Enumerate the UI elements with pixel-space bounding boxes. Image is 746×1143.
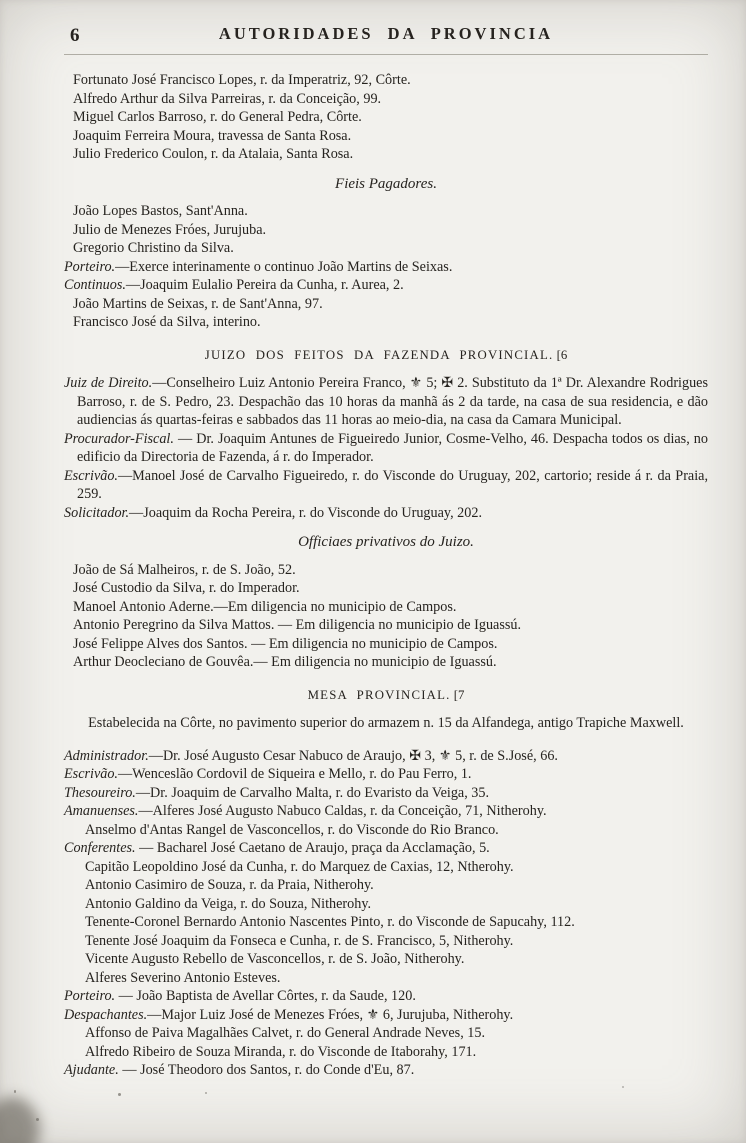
role-label: Ajudante. [64,1062,119,1078]
scan-speck [205,1092,207,1094]
role-label: Solicitador. [64,504,130,521]
entry-line: Porteiro. — João Baptista de Avellar Côrtes, r. da Saude, 120. [64,988,416,1004]
entry-line: João de Sá Malheiros, r. de S. João, 52. [73,561,296,578]
role-label: Administrador. [64,747,149,764]
entry-line: Conferentes. — Bacharel José Caetano de Araujo, praça da Acclamação, 5. [64,840,490,856]
entry-line: Julio de Menezes Fróes, Jurujuba. [73,221,267,238]
heading-text: JUIZO DOS FEITOS DA FAZENDA PROVINCIAL. [204,347,554,362]
entry-line: Procurador-Fiscal. — Dr. Joaquim Antunes de Figueiredo Junior, Cosme-Velho, 46. Despacha todos os dias, no edificio da Directoria de Fazenda, á r. do Imperador. [64,430,708,465]
entry-line: Affonso de Paiva Magalhães Calvet, r. do General Andrade Neves, 15. [85,1025,486,1041]
entry-line: Tenente-Coronel Bernardo Antonio Nascentes Pinto, r. do Visconde de Sapucahy, 112. [85,914,575,930]
section-heading-italic: Officiaes privativos do Juizo. [298,534,474,550]
heading-text: MESA PROVINCIAL. [307,687,451,702]
entry-line: Gregorio Christino da Silva. [73,240,234,256]
role-label: Escrivão. [64,766,118,782]
entry-line: Fortunato José Francisco Lopes, r. da Imperatriz, 92, Côrte. [73,72,411,88]
scan-speck [622,1086,624,1088]
scan-smudge [0,1097,40,1143]
role-label: Porteiro. [64,988,116,1004]
role-label: Procurador-Fiscal. [64,430,174,447]
role-label: Juiz de Direito. [64,375,153,391]
entry-line: Arthur Deocleciano de Gouvêa.— Em diligencia no municipio de Iguassú. [73,654,497,670]
role-label: Conferentes. [64,840,136,856]
entry-line: João Lopes Bastos, Sant'Anna. [73,203,248,219]
entry-line: Anselmo d'Antas Rangel de Vasconcellos, r. do Visconde do Rio Branco. [85,821,499,838]
entry-line: Ajudante. — José Theodoro dos Santos, r. do Conde d'Eu, 87. [64,1062,415,1078]
page-content [64,24,708,1080]
printer-signature-mark: [6 [553,347,568,362]
scan-speck [36,1118,39,1121]
entry-line: Antonio Galdino da Veiga, r. do Souza, Nitherohy. [85,895,372,912]
role-label: Escrivão. [64,467,118,484]
role-label: Porteiro. [64,258,116,275]
entry-line: Solicitador.—Joaquim da Rocha Pereira, r. do Visconde do Uruguay, 202. [64,504,483,521]
entry-line: Joaquim Ferreira Moura, travessa de Santa Rosa. [73,127,352,144]
printer-signature-mark: [7 [450,687,465,702]
entry-line: Julio Frederico Coulon, r. da Atalaia, Santa Rosa. [73,146,354,162]
entry-line: Francisco José da Silva, interino. [73,314,261,330]
entry-line: Antonio Peregrino da Silva Mattos. — Em diligencia no municipio de Iguassú. [73,617,522,633]
page-header [64,24,708,52]
page-title: AUTORIDADES DA PROVINCIA [218,24,554,43]
entry-line: Escrivão.—Manoel José de Carvalho Figueiredo, r. do Visconde do Uruguay, 202, cartorio; reside á r. da Praia, 259. [64,467,708,502]
entry-line: Amanuenses.—Alferes José Augusto Nabuco Caldas, r. da Conceição, 71, Nitherohy. [64,803,547,819]
entry-line: Continuos.—Joaquim Eulalio Pereira da Cunha, r. Aurea, 2. [64,277,404,293]
header-rule [64,54,708,55]
entry-line: Alfredo Ribeiro de Souza Miranda, r. do Visconde de Itaborahy, 171. [85,1043,477,1060]
entry-line: José Felippe Alves dos Santos. — Em diligencia no municipio de Campos. [73,635,498,652]
section-heading-caps [64,686,708,705]
role-label: Continuos. [64,277,126,293]
entry-line: Alferes Severino Antonio Esteves. [85,969,281,986]
role-label: Amanuenses. [64,803,139,819]
entry-line: Miguel Carlos Barroso, r. do General Pedra, Côrte. [73,109,362,125]
role-label: Thesoureiro. [64,784,136,801]
entry-line: Tenente José Joaquim da Fonseca e Cunha, r. de S. Francisco, 5, Nitherohy. [85,932,514,949]
entry-line: Vicente Augusto Rebello de Vasconcellos, r. de S. João, Nitherohy. [85,951,465,967]
entry-line: Thesoureiro.—Dr. Joaquim de Carvalho Malta, r. do Evaristo da Veiga, 35. [64,784,490,801]
entry-line: Antonio Casimiro de Souza, r. da Praia, Nitherohy. [85,877,374,893]
scan-speck [118,1093,121,1096]
entry-line: Despachantes.—Major Luiz José de Menezes Fróes, ⚜ 6, Jurujuba, Nitherohy. [64,1006,514,1023]
entry-line: Manoel Antonio Aderne.—Em diligencia no municipio de Campos. [73,598,457,615]
scan-speck [14,1090,16,1093]
entry-line: Capitão Leopoldino José da Cunha, r. do Marquez de Caxias, 12, Ntherohy. [85,858,514,875]
entry-line: Porteiro.—Exerce interinamente o continuo João Martins de Seixas. [64,258,453,275]
section-heading-caps [64,346,708,365]
entry-line: Escrivão.—Wenceslão Cordovil de Siqueira e Mello, r. do Pau Ferro, 1. [64,766,472,782]
entry-line: Administrador.—Dr. José Augusto Cesar Nabuco de Araujo, ✠ 3, ⚜ 5, r. de S.José, 66. [64,747,558,764]
entry-line: Alfredo Arthur da Silva Parreiras, r. da Conceição, 99. [73,90,382,107]
page-number: 6 [70,25,80,46]
entry-line: João Martins de Seixas, r. de Sant'Anna, 97. [73,295,323,312]
entry-line: José Custodio da Silva, r. do Imperador. [73,580,300,596]
entry-line: Juiz de Direito.—Conselheiro Luiz Antonio Pereira Franco, ⚜ 5; ✠ 2. Substituto da 1ª Dr. Alexandre Rodrigues Barroso, r. de S. Pedro, 23. Despachão das 10 horas da manhã ás 2 da tarde, na casa de sua residencia, e dão audiencias ás quartas-feiras e sabbados das 11 horas ao meio-dia, na casa da Camara Municipal. [64,375,708,428]
section-heading-italic: Fieis Pagadores. [335,175,437,192]
centered-note: Estabelecida na Côrte, no pavimento superior do armazem n. 15 da Alfandega, antigo Trapiche Maxwell. [88,715,684,731]
role-label: Despachantes. [64,1006,148,1023]
document-body [64,71,708,1080]
